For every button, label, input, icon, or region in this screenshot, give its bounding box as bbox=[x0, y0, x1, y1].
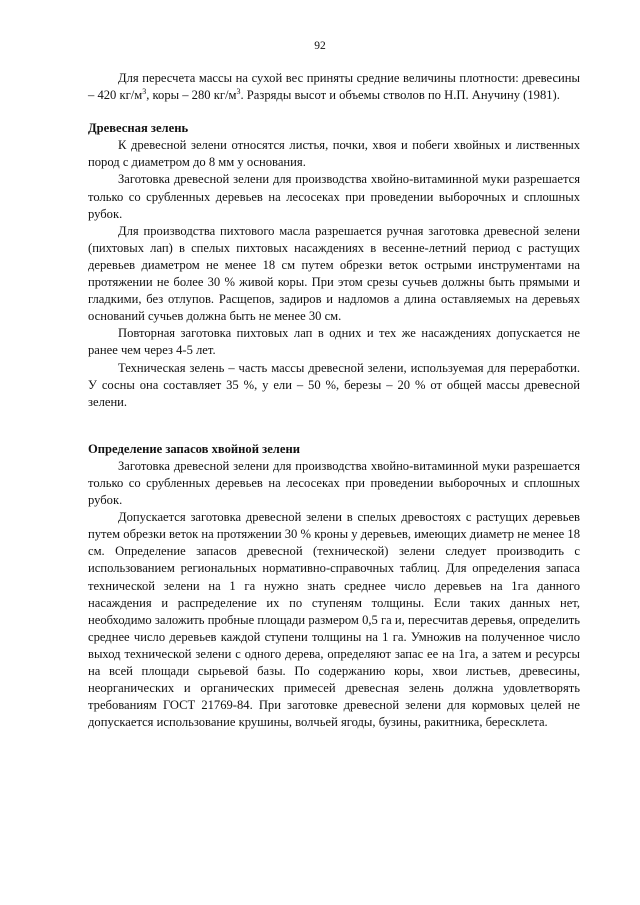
paragraph: Техническая зелень – часть массы древесной зелени, используемая для переработки. У сосны она составляет 35 %, у ели – 50 %, березы – 20 % от общей массы древесной зелени. bbox=[88, 360, 580, 409]
section-heading-wood-greenery: Древесная зелень bbox=[88, 121, 189, 136]
intro-text-2: , коры – 280 кг/м bbox=[146, 88, 237, 103]
paragraph: Допускается заготовка древесной зелени в спелых древостоях с растущих деревьев путем обрезки веток на протяжении 30 % кроны у деревьев, имеющих диаметр не менее 18 см. Определение запасов древесной (технической) зелени следует производить с использованием региональных нормативно-справочных таблиц. Для определения запаса технической зелени на 1 га нужно знать среднее число деревьев на 1га данного насаждения и распределение их по ступеням толщины. Если таких данных нет, необходимо заложить пробные площади размером 0,5 га и, пересчитав деревья, определить среднее число деревьев каждой ступени толщины на 1 га. Умножив на полученное число выход технической зелени с одного дерева, определяют запас ее на 1га, а затем и ресурсы на всей площади сырьевой базы. По содержанию коры, хвои листьев, древесины, неорганических и органических примесей древесная зелень должна удовлетворять требованиям ГОСТ 21769-84. При заготовке древесной зелени для кормовых целей не допускается использование крушины, волчьей ягоды, бузины, ракитника, бересклета. bbox=[88, 510, 580, 730]
intro-paragraph bbox=[88, 70, 580, 104]
paragraph: Повторная заготовка пихтовых лап в одних и тех же насаждениях допускается не ранее чем через 4-5 лет. bbox=[88, 326, 580, 358]
page-content bbox=[88, 70, 580, 731]
paragraph: Заготовка древесной зелени для производства хвойно-витаминной муки разрешается только со срубленных деревьев на лесосеках при проведении выборочных и сплошных рубок. bbox=[88, 172, 580, 221]
intro-sup-1: 3 bbox=[142, 87, 147, 97]
section-heading-reserves: Определение запасов хвойной зелени bbox=[88, 441, 300, 456]
paragraph: Для производства пихтового масла разрешается ручная заготовка древесной зелени (пихтовых лап) в спелых пихтовых насаждениях в весенне-летний период с растущих деревьев диаметром не менее 18 см путем обрезки веток острыми инструментами на протяжении не более 30 % живой коры. При этом срезы сучьев должны быть прямыми и гладкими, без отлупов. Расщепов, задиров и надломов а длина оставляемых на деревьях оснований сучьев должна быть не менее 30 см. bbox=[88, 223, 580, 324]
page-number: 92 bbox=[314, 40, 326, 52]
intro-sup-2: 3 bbox=[236, 87, 241, 97]
intro-text-1: Для пересчета массы на сухой вес приняты средние величины плотности: древесины – 420 кг/м bbox=[88, 71, 580, 103]
intro-text-3: . Разряды высот и объемы стволов по Н.П. Анучину (1981). bbox=[240, 88, 560, 103]
paragraph: К древесной зелени относятся листья, почки, хвоя и побеги хвойных и лиственных пород с диаметром до 8 мм у основания. bbox=[88, 138, 580, 170]
paragraph: Заготовка древесной зелени для производства хвойно-витаминной муки разрешается только со срубленных деревьев на лесосеках при проведении выборочных и сплошных рубок. bbox=[88, 458, 580, 508]
